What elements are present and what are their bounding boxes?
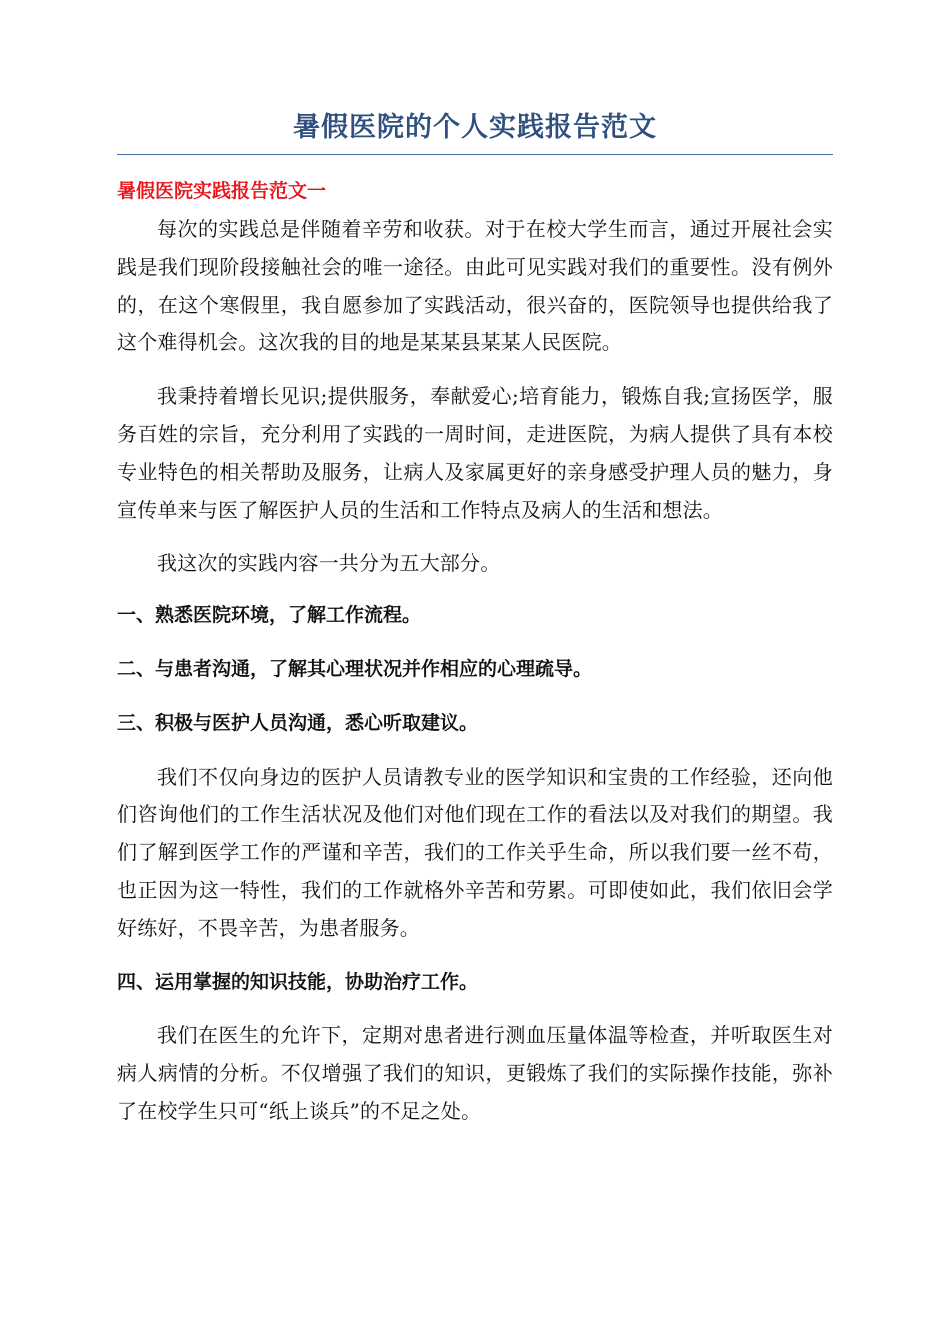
document-page — [117, 108, 833, 1147]
paragraph-treatment: 我们在医生的允许下，定期对患者进行测血压量体温等检查，并听取医生对病人病情的分析。不仅增强了我们的知识，更锻炼了我们的实际操作技能，弥补了在校学生只可“纸上谈兵”的不足之处。 — [117, 1023, 833, 1123]
document-title: 暑假医院的个人实践报告范文 — [293, 112, 657, 143]
paragraph-communication: 我们不仅向身边的医护人员请教专业的医学知识和宝贵的工作经验，还向他们咨询他们的工作生活状况及他们对他们现在工作的看法以及对我们的期望。我们了解到医学工作的严谨和辛苦，我们的工作关乎生命，所以我们要一丝不苟，也正因为这一特性，我们的工作就格外辛苦和劳累。可即使如此，我们依旧会学好练好，不畏辛苦，为患者服务。 — [117, 764, 833, 940]
paragraph-overview: 我这次的实践内容一共分为五大部分。 — [157, 551, 501, 576]
paragraph-purpose: 我秉持着增长见识;提供服务，奉献爱心;培育能力，锻炼自我;宣扬医学，服务百姓的宗旨，充分利用了实践的一周时间，走进医院，为病人提供了具有本校专业特色的相关帮助及服务，让病人及家属更好的亲身感受护理人员的魅力，身宣传单来与医了解医护人员的生活和工作特点及病人的生活和想法。 — [117, 384, 833, 522]
paragraph-intro: 每次的实践总是伴随着辛劳和收获。对于在校大学生而言，通过开展社会实践是我们现阶段接触社会的唯一途径。由此可见实践对我们的重要性。没有例外的，在这个寒假里，我自愿参加了实践活动，很兴奋的，医院领导也提供给我了这个难得机会。这次我的目的地是某某县某某人民医院。 — [117, 217, 833, 355]
list-item-1: 一、熟悉医院环境，了解工作流程。 — [117, 604, 422, 627]
list-item-2: 二、与患者沟通，了解其心理状况并作相应的心理疏导。 — [117, 657, 593, 680]
list-item-4: 四、运用掌握的知识技能，协助治疗工作。 — [117, 970, 479, 993]
title-underline — [117, 154, 833, 155]
list-item-3: 三、积极与医护人员沟通，悉心听取建议。 — [117, 711, 479, 734]
section-heading: 暑假医院实践报告范文一 — [117, 180, 327, 202]
